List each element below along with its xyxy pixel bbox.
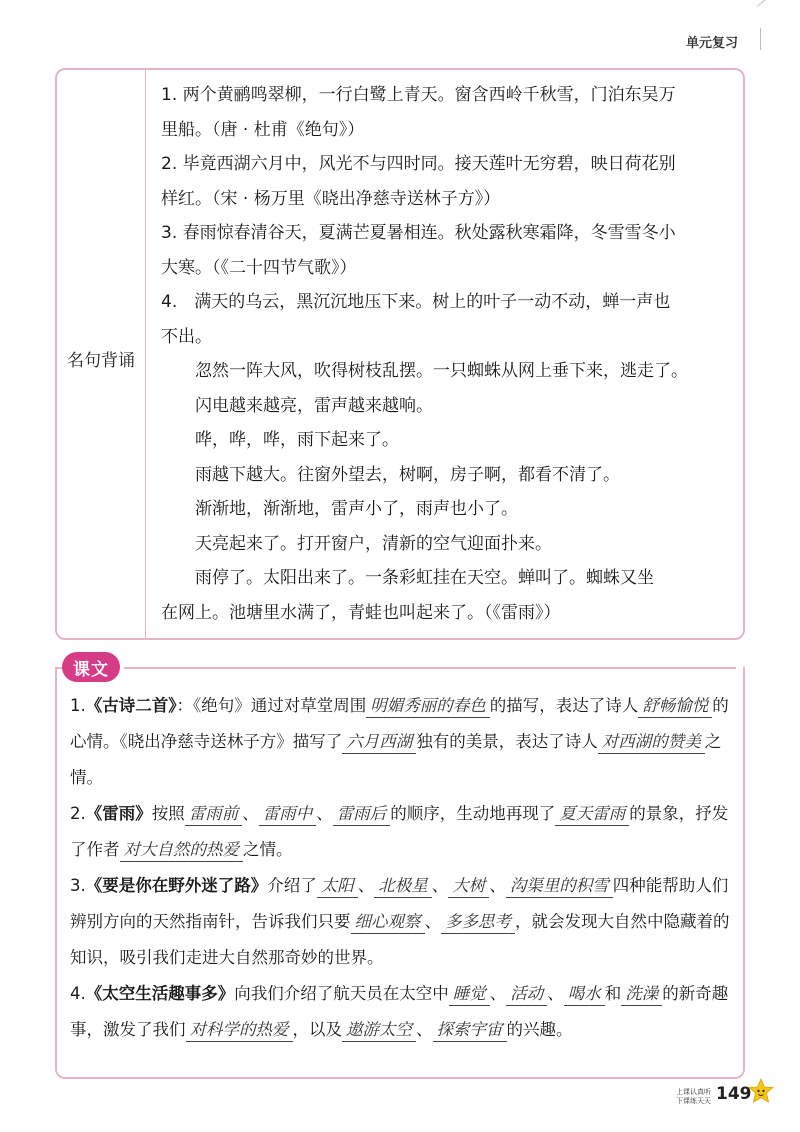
lesson-title: 《雷雨》 (85, 804, 152, 823)
lesson-title: 《古诗二首》 (85, 696, 177, 715)
answer-blank: 太阳 (317, 875, 358, 898)
text: 、 (489, 984, 507, 1003)
recitation-line: 里船。（唐 · 杜甫《绝句》） (161, 119, 365, 140)
answer-blank: 大树 (448, 875, 489, 898)
recitation-content (161, 78, 729, 630)
answer-blank: 沟渠里的积雪 (506, 875, 613, 898)
answer-blank: 多多思考 (441, 911, 515, 934)
text: 、 (316, 804, 333, 823)
recitation-line: 雨停了。太阳出来了。一条彩虹挂在天空。蝉叫了。蜘蛛又坐 (195, 568, 654, 588)
recitation-line: 雨越下越大。往窗外望去，树啊，房子啊，都看不清了。 (195, 464, 620, 485)
answer-blank: 遨游太空 (342, 1019, 416, 1042)
text: 之情。 (243, 840, 293, 859)
lesson-title: 《要是你在野外迷了路》 (85, 876, 268, 895)
text: 的兴趣。 (506, 1020, 573, 1039)
recitation-line: 忽然一阵大风，吹得树枝乱摆。一只蜘蛛从网上垂下来，逃走了。 (195, 361, 688, 381)
text: 四种能帮助人们辨别方向的天然指南针，告诉我们只要 (70, 876, 729, 931)
text: 介绍了 (267, 876, 317, 895)
text: 的新奇趣事，激发了我们 (70, 984, 729, 1039)
text: ：《绝句》通过对草堂周围 (176, 696, 367, 715)
text: 按照 (151, 804, 185, 823)
text: 、 (431, 876, 449, 895)
answer-blank: 对西湖的赞美 (598, 731, 705, 754)
text: 独有的美景，表达了诗人 (416, 732, 598, 751)
recitation-line: 大寒。（《二十四节气歌》） (161, 257, 357, 278)
answer-blank: 北极星 (374, 875, 432, 898)
unit-title: 单元复习 (686, 36, 739, 51)
corner-decoration (757, 0, 788, 7)
lesson-title: 《太空生活趣事多》 (85, 984, 235, 1003)
recitation-line: 天亮起来了。打开窗户，清新的空气迎面扑来。 (195, 533, 552, 554)
footer-slogan (676, 1088, 711, 1106)
answer-blank: 对大自然的热爱 (120, 839, 244, 862)
header-divider (760, 28, 761, 50)
text: 的景象，抒发了作者 (70, 804, 729, 859)
answer-blank: 喝水 (564, 983, 605, 1006)
answer-blank: 对科学的热爱 (186, 1019, 293, 1042)
recitation-line: 不出。 (161, 326, 212, 347)
answer-blank: 舒畅愉悦 (638, 695, 712, 718)
answer-blank: 雷雨中 (259, 803, 317, 826)
answer-blank: 雷雨前 (185, 803, 243, 826)
answer-blank: 夏天雷雨 (555, 803, 629, 826)
lesson-paragraph-4 (70, 976, 734, 1048)
recitation-line: 2. 毕竟西湖六月中，风光不与四时同。接天莲叶无穷碧，映日荷花别 (161, 154, 676, 174)
text: 的描写，表达了诗人 (489, 696, 639, 715)
answer-blank: 睡觉 (449, 983, 490, 1006)
text: 、 (357, 876, 375, 895)
answer-blank: 明媚秀丽的春色 (366, 695, 490, 718)
recitation-line: 闪电越来越亮，雷声越来越响。 (195, 395, 433, 416)
text: 的心情。《晓出净慈寺送林子方》描写了 (70, 696, 729, 751)
text: 和 (604, 984, 622, 1003)
lesson-tab: 课文 (62, 652, 120, 682)
slogan-line: 下课练天天 (676, 1097, 711, 1105)
text: 向我们介绍了航天员在太空中 (234, 984, 449, 1003)
text: 的顺序，生动地再现了 (390, 804, 556, 823)
text: 、 (547, 984, 564, 1003)
item-number: 3. (70, 876, 86, 895)
recitation-line: 渐渐地，渐渐地，雷声小了，雨声也小了。 (195, 499, 518, 519)
lesson-content (70, 688, 734, 1048)
recitation-divider (145, 70, 146, 638)
page-number: 149 (716, 1084, 752, 1104)
recitation-line: 4. 满天的乌云，黑沉沉地压下来。树上的叶子一动不动，蝉一声也 (161, 292, 671, 312)
recitation-box (55, 68, 745, 640)
recitation-line: 3. 春雨惊春清谷天，夏满芒夏暑相连。秋处露秋寒霜降，冬雪雪冬小 (161, 223, 676, 243)
recitation-line: 1. 两个黄鹂鸣翠柳，一行白鹭上青天。窗含西岭千秋雪，门泊东吴万 (161, 85, 676, 105)
star-icon (748, 1078, 774, 1104)
item-number: 2. (70, 804, 86, 823)
answer-blank: 细心观察 (351, 911, 425, 934)
answer-blank: 雷雨后 (333, 803, 391, 826)
lesson-paragraph-1 (70, 688, 734, 796)
answer-blank: 探索宇宙 (433, 1019, 507, 1042)
lesson-tab-line (124, 667, 736, 669)
answer-blank: 洗澡 (621, 983, 662, 1006)
text: 、 (424, 912, 441, 931)
recitation-line: 样红。（宋 · 杨万里《晓出净慈寺送林子方》） (161, 188, 501, 209)
answer-blank: 活动 (506, 983, 547, 1006)
lesson-paragraph-2 (70, 796, 734, 868)
text: 、 (489, 876, 506, 895)
text: 、 (242, 804, 259, 823)
answer-blank: 六月西湖 (342, 731, 416, 754)
text: 之情。 (70, 732, 722, 787)
item-number: 1. (70, 696, 86, 715)
item-number: 4. (70, 984, 86, 1003)
slogan-line: 上课认真听 (676, 1088, 711, 1096)
text: 、 (416, 1020, 433, 1039)
text: ，就会发现大自然中隐藏着的知识，吸引我们走进大自然那奇妙的世界。 (70, 912, 730, 967)
recitation-line: 哗，哗，哗，雨下起来了。 (195, 430, 399, 450)
lesson-paragraph-3 (70, 868, 734, 976)
recitation-label: 名句背诵 (67, 351, 135, 371)
recitation-line: 在网上。池塘里水满了，青蛙也叫起来了。（《雷雨》） (161, 602, 561, 623)
text: ，以及 (292, 1020, 342, 1039)
